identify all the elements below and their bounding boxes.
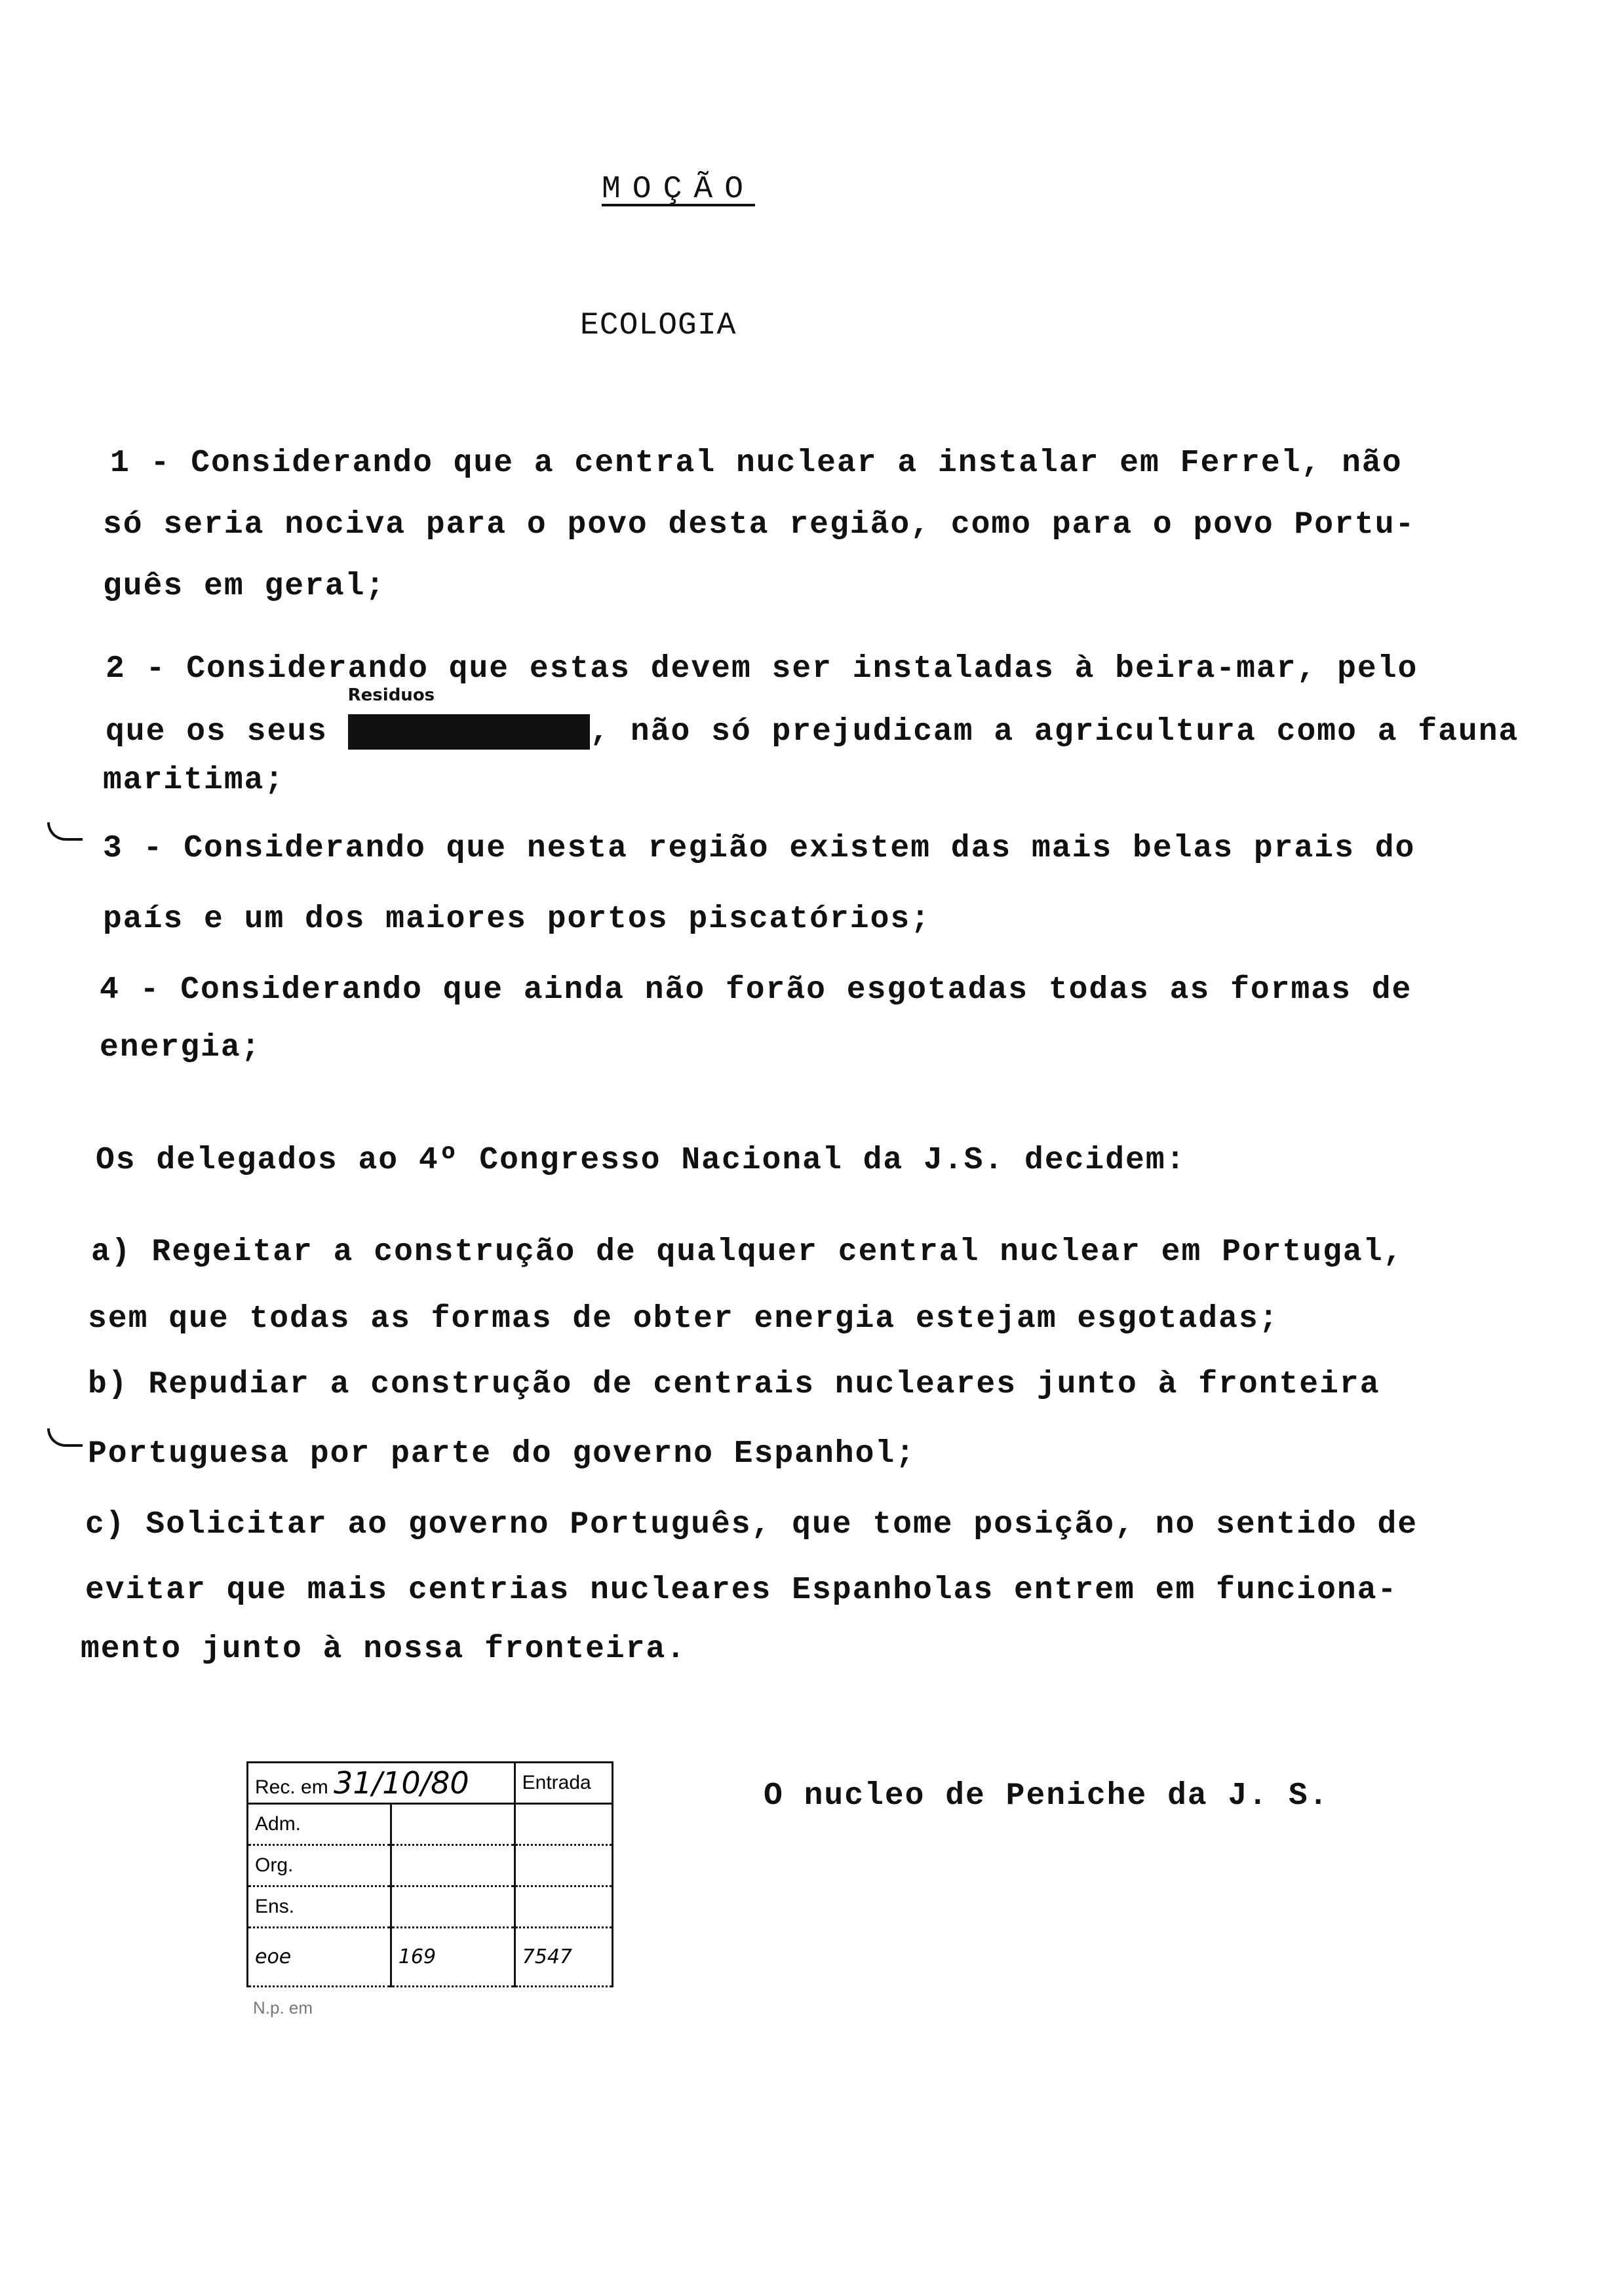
text-line: 2 - Considerando que estas devem ser instaladas à beira-mar, pelo	[106, 651, 1418, 687]
text-line: energia;	[100, 1030, 262, 1065]
stamp-org-label: Org.	[248, 1845, 391, 1886]
stamp-handwritten-num1: 169	[391, 1928, 515, 1987]
text-line: sem que todas as formas de obter energia estejam esgotadas;	[88, 1301, 1279, 1337]
text-line: c) Solicitar ao governo Português, que tome posição, no sentido de	[85, 1507, 1418, 1542]
text-segment: , não só prejudicam a agricultura como a fauna	[590, 714, 1519, 750]
stamp-entrada-label: Entrada	[515, 1763, 612, 1804]
reception-stamp	[246, 1761, 613, 2082]
text-line: país e um dos maiores portos piscatórios;	[103, 902, 931, 937]
text-segment: que os seus	[106, 714, 348, 750]
struck-word	[347, 685, 591, 750]
stamp-rec-label: Rec. em	[255, 1776, 328, 1798]
text-line: evitar que mais centrias nucleares Espanholas entrem em funciona-	[85, 1573, 1398, 1608]
document-heading: ECOLOGIA	[580, 308, 737, 343]
text-line: só seria nociva para o povo desta região, como para o povo Portu-	[103, 507, 1416, 543]
signature-line: O nucleo de Peniche da J. S.	[764, 1778, 1329, 1814]
text-line: a) Regeitar a construção de qualquer central nuclear em Portugal,	[91, 1234, 1404, 1270]
text-line: b) Repudiar a construção de centrais nucleares junto à fronteira	[88, 1367, 1380, 1402]
stamp-handwritten-num2: 7547	[515, 1928, 612, 1987]
document-title: MOÇÃO	[602, 172, 756, 207]
text-line: 4 - Considerando que ainda não forão esgotadas todas as formas de	[100, 972, 1412, 1008]
text-line: guês em geral;	[103, 569, 386, 604]
struck-original: radioactivos	[347, 714, 591, 750]
text-line: Os delegados ao 4º Congresso Nacional da J.S. decidem:	[96, 1143, 1186, 1178]
text-line: maritima;	[103, 763, 285, 798]
stamp-rec-cell	[248, 1763, 515, 1804]
stamp-ens-label: Ens.	[248, 1886, 391, 1928]
margin-mark	[47, 1428, 83, 1447]
stamp-adm-label: Adm.	[248, 1804, 391, 1845]
text-line: 1 - Considerando que a central nuclear a instalar em Ferrel, não	[110, 446, 1403, 481]
text-line: mento junto à nossa fronteira.	[81, 1632, 687, 1667]
text-line: Portuguesa por parte do governo Espanhol;	[88, 1436, 916, 1472]
stamp-handwritten-code: eoe	[248, 1928, 391, 1987]
margin-mark	[47, 822, 83, 841]
stamp-rec-date: 31/10/80	[334, 1765, 469, 1801]
text-line-corrected	[106, 685, 1519, 750]
handwritten-correction: Residuos	[347, 685, 435, 705]
stamp-np-label: N.p. em	[253, 1998, 313, 2018]
text-line: 3 - Considerando que nesta região existem das mais belas prais do	[103, 831, 1416, 866]
